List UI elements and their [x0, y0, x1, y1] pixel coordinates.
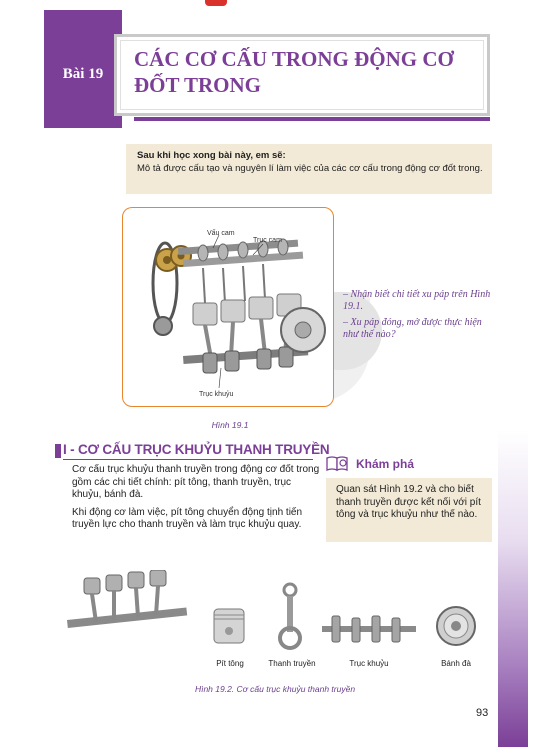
flywheel-illustration — [436, 604, 476, 648]
figure-19-2-caption: Hình 19.2. Cơ cấu trục khuỷu thanh truyền — [194, 684, 356, 694]
section-marker — [55, 444, 61, 458]
objectives-heading: Sau khi học xong bài này, em sẽ: — [137, 150, 286, 161]
section-body — [72, 464, 322, 537]
page-title — [134, 46, 484, 98]
piston-illustration — [212, 606, 246, 646]
engine-illustration — [123, 208, 332, 405]
objectives-text: Mô tả được cấu tạo và nguyên lí làm việc của các cơ cấu trong động cơ đốt trong. — [137, 163, 483, 174]
label-crankshaft: Trục khuỷu — [199, 391, 234, 398]
title-line-2: ĐỐT TRONG — [134, 73, 262, 97]
label-piston: Pít tông — [216, 659, 244, 668]
crank-assembly-illustration — [62, 570, 192, 650]
decorative-top-fragment — [205, 0, 227, 6]
page-number: 93 — [476, 707, 489, 719]
label-connecting-rod: Thanh truyền — [268, 659, 316, 668]
label-camshaft: Trục cam — [253, 237, 282, 244]
section-heading: I - CƠ CẤU TRỤC KHUỶU THANH TRUYỀN — [63, 442, 330, 457]
guiding-questions — [343, 289, 495, 345]
title-line-1: CÁC CƠ CẤU TRONG ĐỘNG CƠ — [134, 47, 454, 71]
book-icon — [325, 455, 349, 471]
connecting-rod-illustration — [276, 582, 304, 650]
explore-text: Quan sát Hình 19.2 và cho biết thanh truyền được kết nối với pít tông và trục khuỷu như thế nào. — [336, 484, 481, 520]
section-underline — [63, 459, 313, 460]
body-paragraph-2: Khi động cơ làm việc, pít tông chuyển động tịnh tiến truyền lực cho thanh truyền và làm trục khuỷu quay. — [72, 506, 303, 530]
body-paragraph-1: Cơ cấu trục khuỷu thanh truyền trong động cơ đốt trong gồm các chi tiết chính: pít tông, thanh truyền, trục khuỷu, bánh đà. — [72, 464, 320, 500]
title-underline — [134, 117, 490, 121]
label-crankshaft-part: Trục khuỷu — [349, 659, 389, 668]
explore-title: Khám phá — [356, 457, 415, 471]
label-cam-lobe: Vấu cam — [207, 230, 235, 237]
figure-19-1-frame — [122, 207, 334, 407]
decorative-side-strip — [498, 430, 528, 747]
label-flywheel: Bánh đà — [441, 659, 471, 668]
crankshaft-illustration — [320, 612, 418, 646]
figure-19-1-caption: Hình 19.1 — [211, 420, 249, 430]
question-1: – Nhận biết chi tiết xu páp trên Hình 19.1. — [343, 289, 491, 312]
lesson-label: Bài 19 — [62, 66, 104, 82]
question-2: – Xu páp đóng, mở được thực hiện như thế nào? — [343, 317, 482, 340]
